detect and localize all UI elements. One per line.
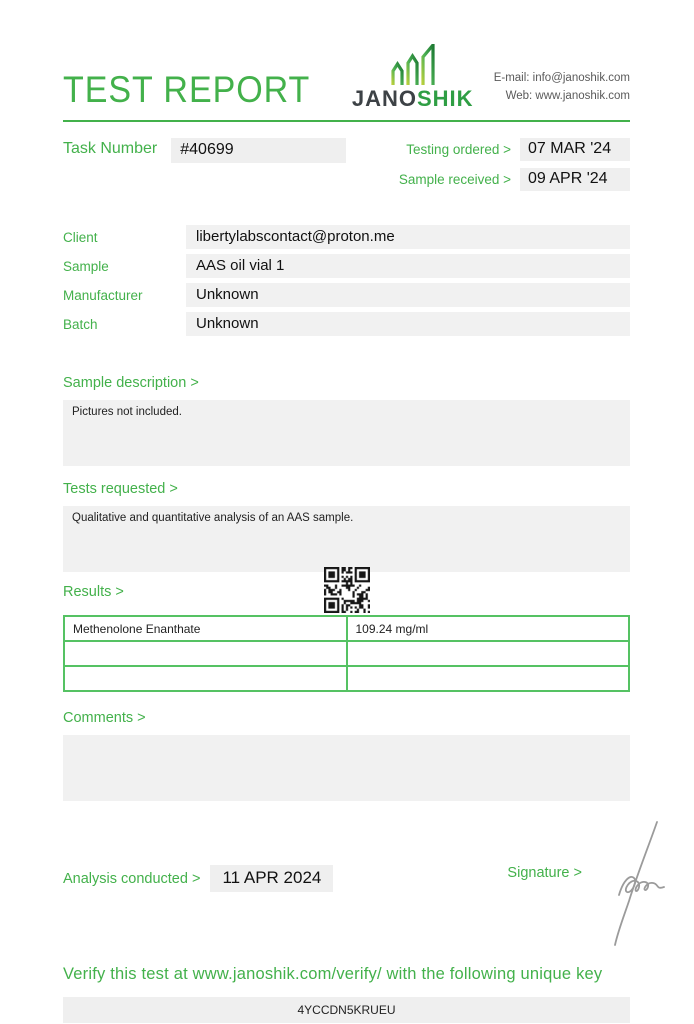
sample-description-section — [63, 375, 630, 466]
qr-code — [324, 567, 370, 613]
analysis-conducted-date: 11 APR 2024 — [210, 865, 333, 892]
result-concentration-cell — [347, 641, 630, 666]
task-number-value: #40699 — [171, 138, 346, 163]
contact-email: E-mail: info@janoshik.com — [493, 72, 630, 85]
info-row-client — [63, 225, 630, 249]
tests-requested-section — [63, 481, 630, 572]
result-concentration-cell: 109.24 mg/ml — [347, 616, 630, 641]
table-row — [64, 641, 629, 666]
unique-key-value: 4YCCDN5KRUEU — [297, 1003, 396, 1017]
results-table — [63, 615, 630, 692]
logo-text-shik: SHIK — [416, 86, 474, 111]
header-divider — [63, 120, 630, 122]
result-concentration-cell — [347, 666, 630, 691]
table-row — [64, 666, 629, 691]
info-row-batch — [63, 312, 630, 336]
contact-web: Web: www.janoshik.com — [505, 90, 630, 103]
sample-received-value: 09 APR '24 — [520, 168, 630, 191]
comments-section — [63, 710, 630, 801]
analysis-conducted-group — [63, 865, 333, 892]
sample-description-heading: Sample description > — [63, 375, 199, 391]
testing-ordered-value: 07 MAR '24 — [520, 138, 630, 161]
comments-heading: Comments > — [63, 710, 146, 726]
analysis-conducted-label: Analysis conducted > — [63, 870, 201, 887]
signature-label: Signature > — [507, 865, 582, 881]
batch-value: Unknown — [186, 312, 630, 336]
sample-info-list — [63, 225, 630, 336]
manufacturer-label: Manufacturer — [63, 287, 143, 303]
table-row — [64, 616, 629, 641]
result-substance-cell: Methenolone Enanthate — [64, 616, 347, 641]
result-substance-cell — [64, 641, 347, 666]
client-label: Client — [63, 229, 98, 245]
signature-group — [507, 865, 582, 881]
batch-label: Batch — [63, 316, 98, 332]
task-number-group — [63, 138, 346, 191]
sample-description-content: Pictures not included. — [63, 400, 630, 466]
result-substance-cell — [64, 666, 347, 691]
client-value: libertylabscontact@proton.me — [186, 225, 630, 249]
results-section — [63, 584, 630, 692]
signature-image — [585, 819, 685, 947]
sample-value: AAS oil vial 1 — [186, 254, 630, 278]
comments-content — [63, 735, 630, 801]
analysis-signature-row — [63, 847, 630, 935]
manufacturer-value: Unknown — [186, 283, 630, 307]
sample-received-row — [399, 168, 630, 191]
sample-received-label: Sample received > — [398, 172, 511, 187]
tests-requested-heading: Tests requested > — [63, 481, 178, 497]
page-title: TEST REPORT — [63, 69, 311, 110]
task-number-label: Task Number — [63, 140, 158, 157]
verify-instruction: Verify this test at www.janoshik.com/verify/ with the following unique key — [63, 965, 603, 983]
logo-text-jano: JANO — [351, 86, 417, 111]
info-row-sample — [63, 254, 630, 278]
unique-key-box — [63, 997, 630, 1023]
dates-group — [399, 138, 630, 191]
bar-chart-logo-icon — [386, 44, 440, 86]
report-header — [63, 30, 630, 111]
sample-label: Sample — [63, 258, 109, 274]
task-and-dates — [63, 138, 630, 191]
logo-wordmark — [352, 88, 474, 110]
results-heading: Results > — [63, 584, 124, 600]
tests-requested-content: Qualitative and quantitative analysis of an AAS sample. — [63, 506, 630, 572]
janoshik-logo — [352, 44, 474, 110]
testing-ordered-row — [399, 138, 630, 161]
contact-block — [494, 70, 630, 106]
info-row-manufacturer — [63, 283, 630, 307]
testing-ordered-label: Testing ordered > — [406, 142, 511, 157]
